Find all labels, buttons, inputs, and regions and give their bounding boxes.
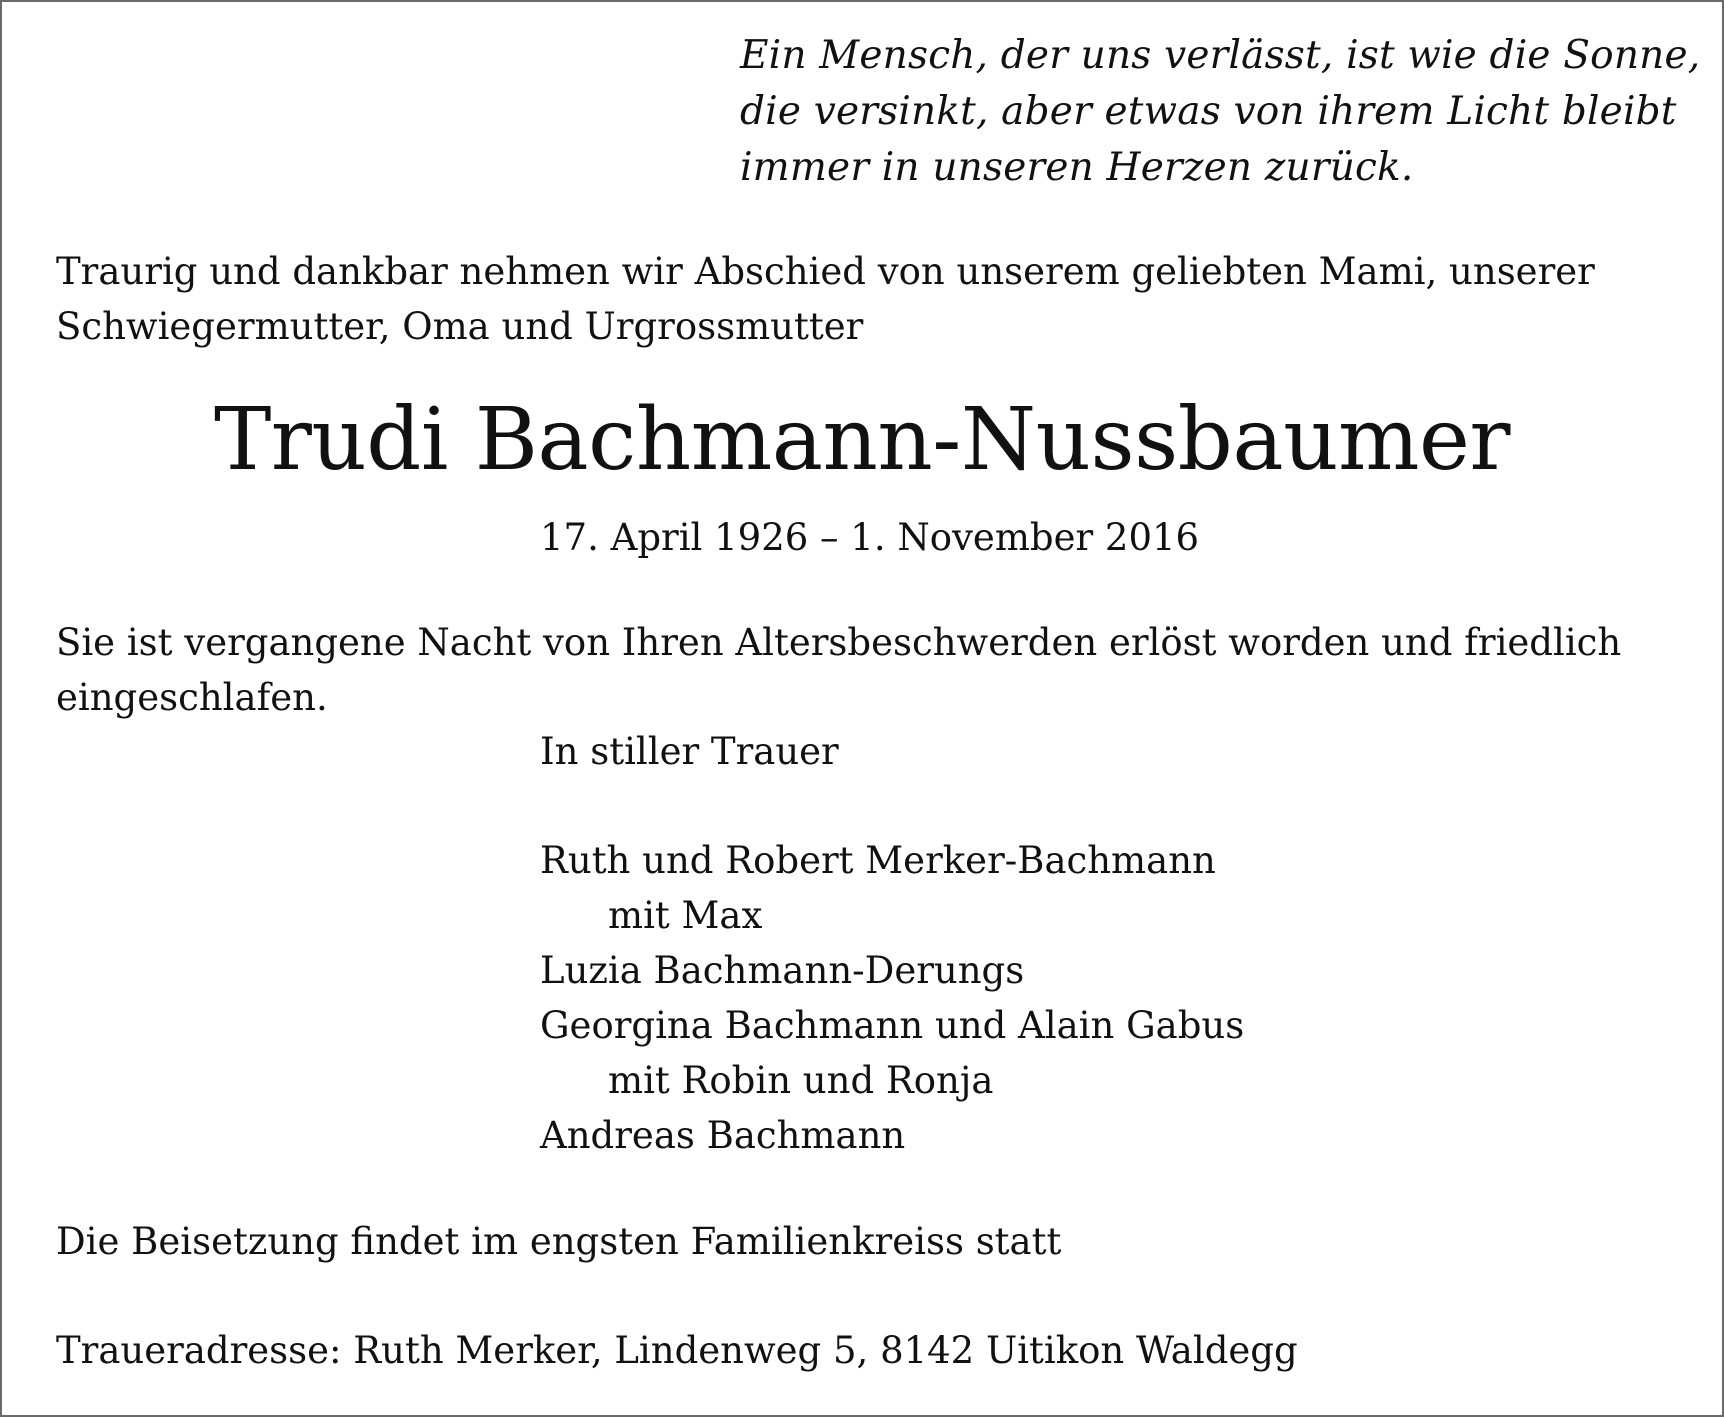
mourner-entry: Luzia Bachmann-Derungs bbox=[540, 949, 1025, 992]
passing-line: eingeschlafen. bbox=[56, 676, 328, 719]
mourners-list bbox=[540, 724, 1244, 1163]
mourner-entry: Georgina Bachmann und Alain Gabus bbox=[540, 1004, 1245, 1047]
mourner-entry-child: mit Robin und Ronja bbox=[608, 1059, 994, 1102]
mourner-entry: Andreas Bachmann bbox=[540, 1114, 906, 1157]
mourners-heading: In stiller Trauer bbox=[540, 730, 839, 773]
mourner-entry: Ruth und Robert Merker-Bachmann bbox=[540, 839, 1216, 882]
intro-paragraph bbox=[56, 244, 1595, 354]
mourning-address: Traueradresse: Ruth Merker, Lindenweg 5, 8142 Uitikon Waldegg bbox=[56, 1329, 1298, 1372]
passing-line: Sie ist vergangene Nacht von Ihren Altersbeschwerden erlöst worden und friedlich bbox=[56, 621, 1622, 664]
quote-line: die versinkt, aber etwas von ihrem Licht bleibt bbox=[740, 89, 1677, 134]
quote-line: immer in unseren Herzen zurück. bbox=[740, 145, 1414, 190]
spacer bbox=[540, 779, 1244, 833]
life-dates: 17. April 1926 – 1. November 2016 bbox=[540, 516, 1200, 559]
quote-line: Ein Mensch, der uns verlässt, ist wie die Sonne, bbox=[740, 33, 1701, 78]
intro-line: Schwiegermutter, Oma und Urgrossmutter bbox=[56, 305, 864, 348]
mourner-entry-child: mit Max bbox=[608, 894, 763, 937]
burial-note: Die Beisetzung findet im engsten Familienkreiss statt bbox=[56, 1220, 1062, 1263]
memorial-quote bbox=[740, 28, 1700, 196]
deceased-name: Trudi Bachmann-Nussbaumer bbox=[213, 390, 1511, 490]
passing-paragraph bbox=[56, 615, 1621, 725]
intro-line: Traurig und dankbar nehmen wir Abschied von unserem geliebten Mami, unserer bbox=[56, 250, 1595, 293]
